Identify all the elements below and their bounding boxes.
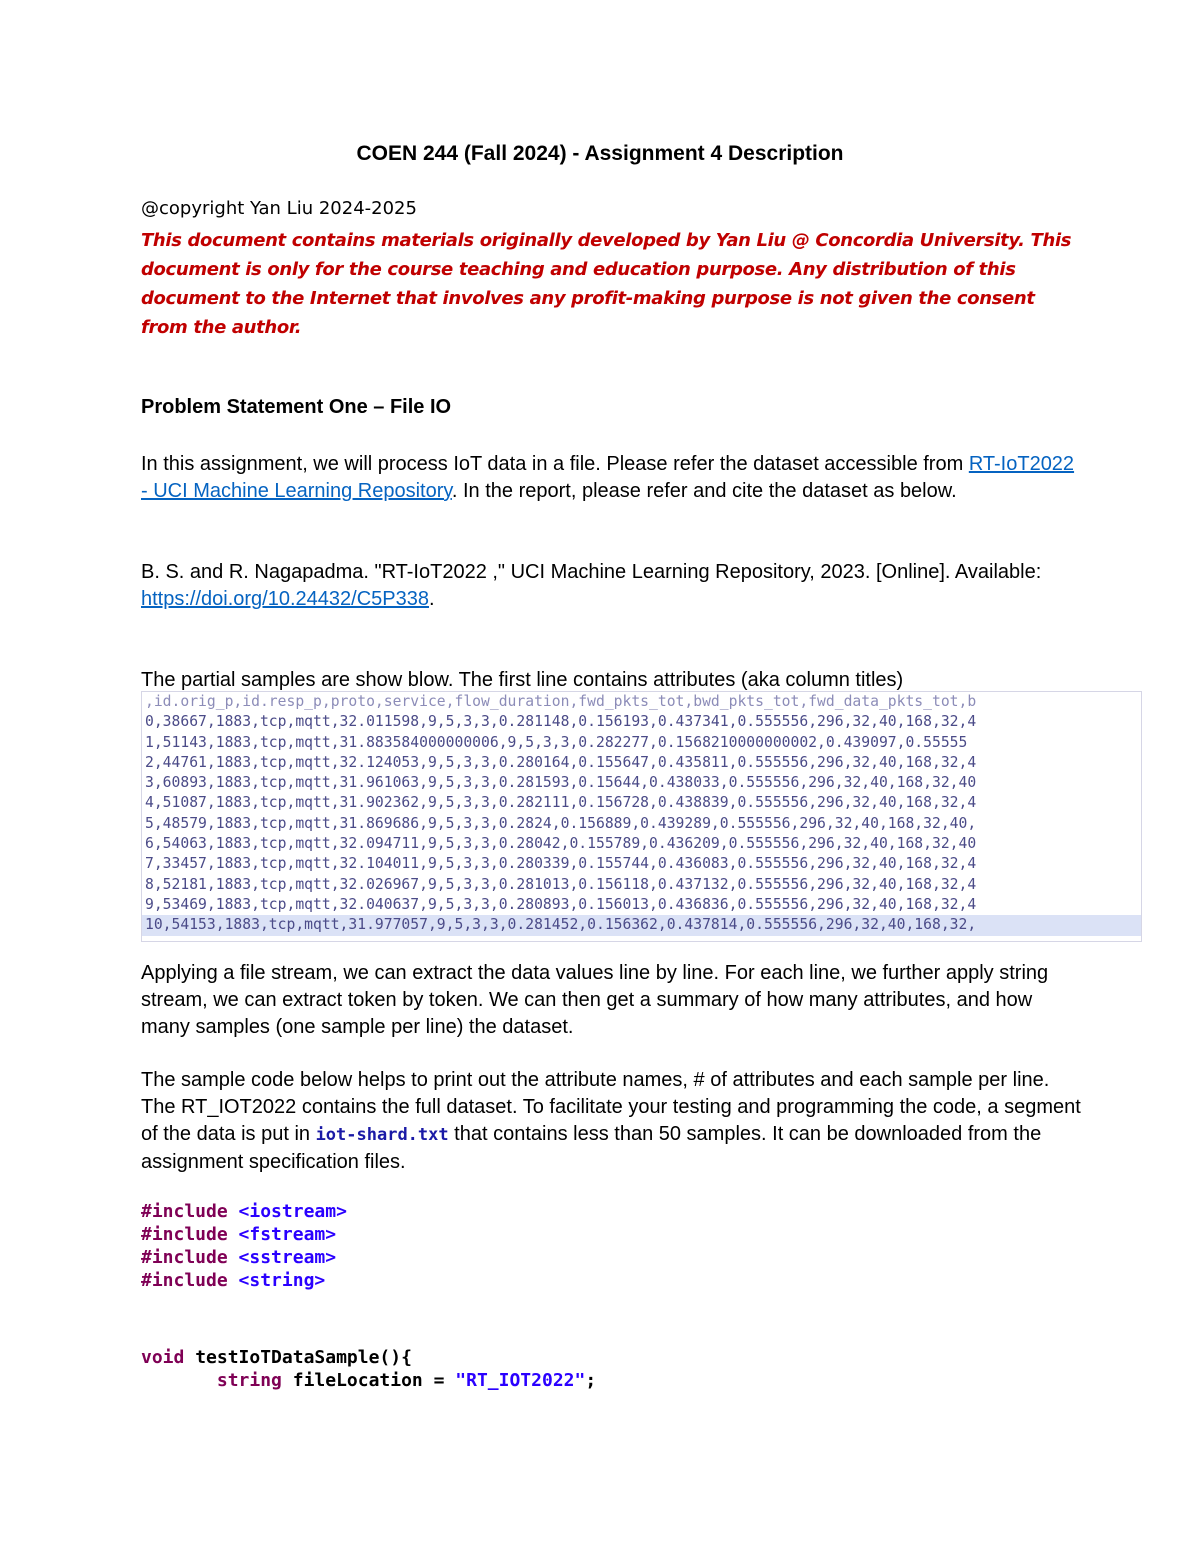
include-directive: #include bbox=[141, 1224, 228, 1245]
include-header: <iostream> bbox=[238, 1201, 347, 1222]
void-keyword: void bbox=[141, 1347, 185, 1368]
doi-link[interactable]: https://doi.org/10.24432/C5P338 bbox=[141, 588, 429, 610]
data-line: 9,53469,1883,tcp,mqtt,32.040637,9,5,3,3,0.280893,0.156013,0.436836,0.555556,296,32,40,168,32,4 bbox=[145, 895, 977, 913]
sample-text: The sample code below helps to print out the attribute names, # of attributes and each sample per line. The RT_IOT2022 contains the full dataset. To facilitate your testing and programming the code, a segment of the data is put in bbox=[141, 1069, 1081, 1145]
include-header: <fstream> bbox=[238, 1224, 337, 1245]
intro-paragraph bbox=[141, 451, 1081, 505]
data-line: 7,33457,1883,tcp,mqtt,32.104011,9,5,3,3,0.280339,0.155744,0.436083,0.555556,296,32,40,168,32,4 bbox=[145, 855, 977, 873]
code-indent bbox=[141, 1370, 217, 1391]
intro-text-end: . In the report, please refer and cite the dataset as below. bbox=[451, 480, 957, 502]
document-title: COEN 244 (Fall 2024) - Assignment 4 Description bbox=[356, 142, 844, 165]
function-signature: testIoTDataSample(){ bbox=[184, 1347, 412, 1368]
data-line: 4,51087,1883,tcp,mqtt,31.902362,9,5,3,3,0.282111,0.156728,0.438839,0.555556,296,32,40,168,32,4 bbox=[145, 794, 977, 812]
code-blank-line bbox=[141, 1292, 1091, 1315]
section-heading: Problem Statement One – File IO bbox=[141, 396, 452, 418]
data-line: 5,48579,1883,tcp,mqtt,31.869686,9,5,3,3,0.2824,0.156889,0.439289,0.555556,296,32,40,168,32,40, bbox=[145, 814, 977, 832]
citation-paragraph bbox=[141, 559, 1081, 613]
include-header: <sstream> bbox=[238, 1247, 337, 1268]
code-block bbox=[141, 1200, 1091, 1392]
include-directive: #include bbox=[141, 1201, 228, 1222]
copyright-notice: This document contains materials originally developed by Yan Liu @ Concordia University. This document is only for the course teaching and education purpose. Any distribution of this document to the Internet that involves any profit-making purpose is not given the consent from the author. bbox=[141, 230, 1072, 338]
data-line: 0,38667,1883,tcp,mqtt,32.011598,9,5,3,3,0.281148,0.156193,0.437341,0.555556,296,32,40,168,32,4 bbox=[145, 713, 977, 731]
code-line-include bbox=[141, 1200, 1091, 1223]
data-header-line: ,id.orig_p,id.resp_p,proto,service,flow_duration,fwd_pkts_tot,bwd_pkts_tot,fwd_data_pkts_tot,b bbox=[145, 693, 977, 710]
data-line: 8,52181,1883,tcp,mqtt,32.026967,9,5,3,3,0.281013,0.156118,0.437132,0.555556,296,32,40,168,32,4 bbox=[145, 875, 977, 893]
string-literal: "RT_IOT2022" bbox=[455, 1370, 586, 1391]
filename-code: iot-shard.txt bbox=[315, 1125, 449, 1145]
include-directive: #include bbox=[141, 1270, 228, 1291]
code-line-variable bbox=[141, 1369, 1091, 1392]
data-sample-screenshot bbox=[141, 691, 1142, 942]
data-line: 1,51143,1883,tcp,mqtt,31.883584000000006,9,5,3,3,0.282277,0.1568210000000002,0.439097,0.55555 bbox=[145, 733, 968, 751]
data-line: 2,44761,1883,tcp,mqtt,32.124053,9,5,3,3,0.280164,0.155647,0.435811,0.555556,296,32,40,168,32,4 bbox=[145, 753, 977, 771]
string-type-keyword: string bbox=[216, 1370, 282, 1391]
data-line: 3,60893,1883,tcp,mqtt,31.961063,9,5,3,3,0.281593,0.15644,0.438033,0.555556,296,32,40,168,32,40 bbox=[145, 774, 977, 792]
intro-text: In this assignment, we will process IoT data in a file. Please refer the dataset accessible from bbox=[141, 453, 969, 475]
code-line-include bbox=[141, 1269, 1091, 1292]
stream-paragraph: Applying a file stream, we can extract the data values line by line. For each line, we further apply string stream, we can extract token by token. We can then get a summary of how many attributes, and how many samples (one sample per line) the dataset. bbox=[141, 962, 1049, 1038]
include-directive: #include bbox=[141, 1247, 228, 1268]
sample-text-end: that contains less than 50 samples. It can be downloaded from the assignment specification files. bbox=[141, 1123, 1042, 1173]
sample-code-paragraph bbox=[141, 1067, 1081, 1176]
citation-end: . bbox=[429, 588, 435, 610]
variable-decl: fileLocation = bbox=[281, 1370, 456, 1391]
copyright-line: @copyright Yan Liu 2024-2025 bbox=[141, 198, 417, 219]
citation-text: B. S. and R. Nagapadma. "RT-IoT2022 ," UCI Machine Learning Repository, 2023. [Online]. Available: bbox=[141, 561, 1042, 583]
data-line: 6,54063,1883,tcp,mqtt,32.094711,9,5,3,3,0.28042,0.155789,0.436209,0.555556,296,32,40,168,32,40 bbox=[145, 835, 977, 853]
code-line-include bbox=[141, 1223, 1091, 1246]
include-header: <string> bbox=[238, 1270, 326, 1291]
samples-intro: The partial samples are show blow. The first line contains attributes (aka column titles) bbox=[141, 669, 904, 691]
code-blank-line bbox=[141, 1315, 1091, 1338]
dataset-link[interactable]: RT-IoT2022 - UCI Machine Learning Repository bbox=[141, 453, 1075, 502]
data-line-selected: 10,54153,1883,tcp,mqtt,31.977057,9,5,3,3,0.281452,0.156362,0.437814,0.555556,296,32,40,168,32, bbox=[142, 915, 1141, 935]
code-line-include bbox=[141, 1246, 1091, 1269]
code-line-function bbox=[141, 1346, 1091, 1369]
statement-end: ; bbox=[585, 1370, 597, 1391]
